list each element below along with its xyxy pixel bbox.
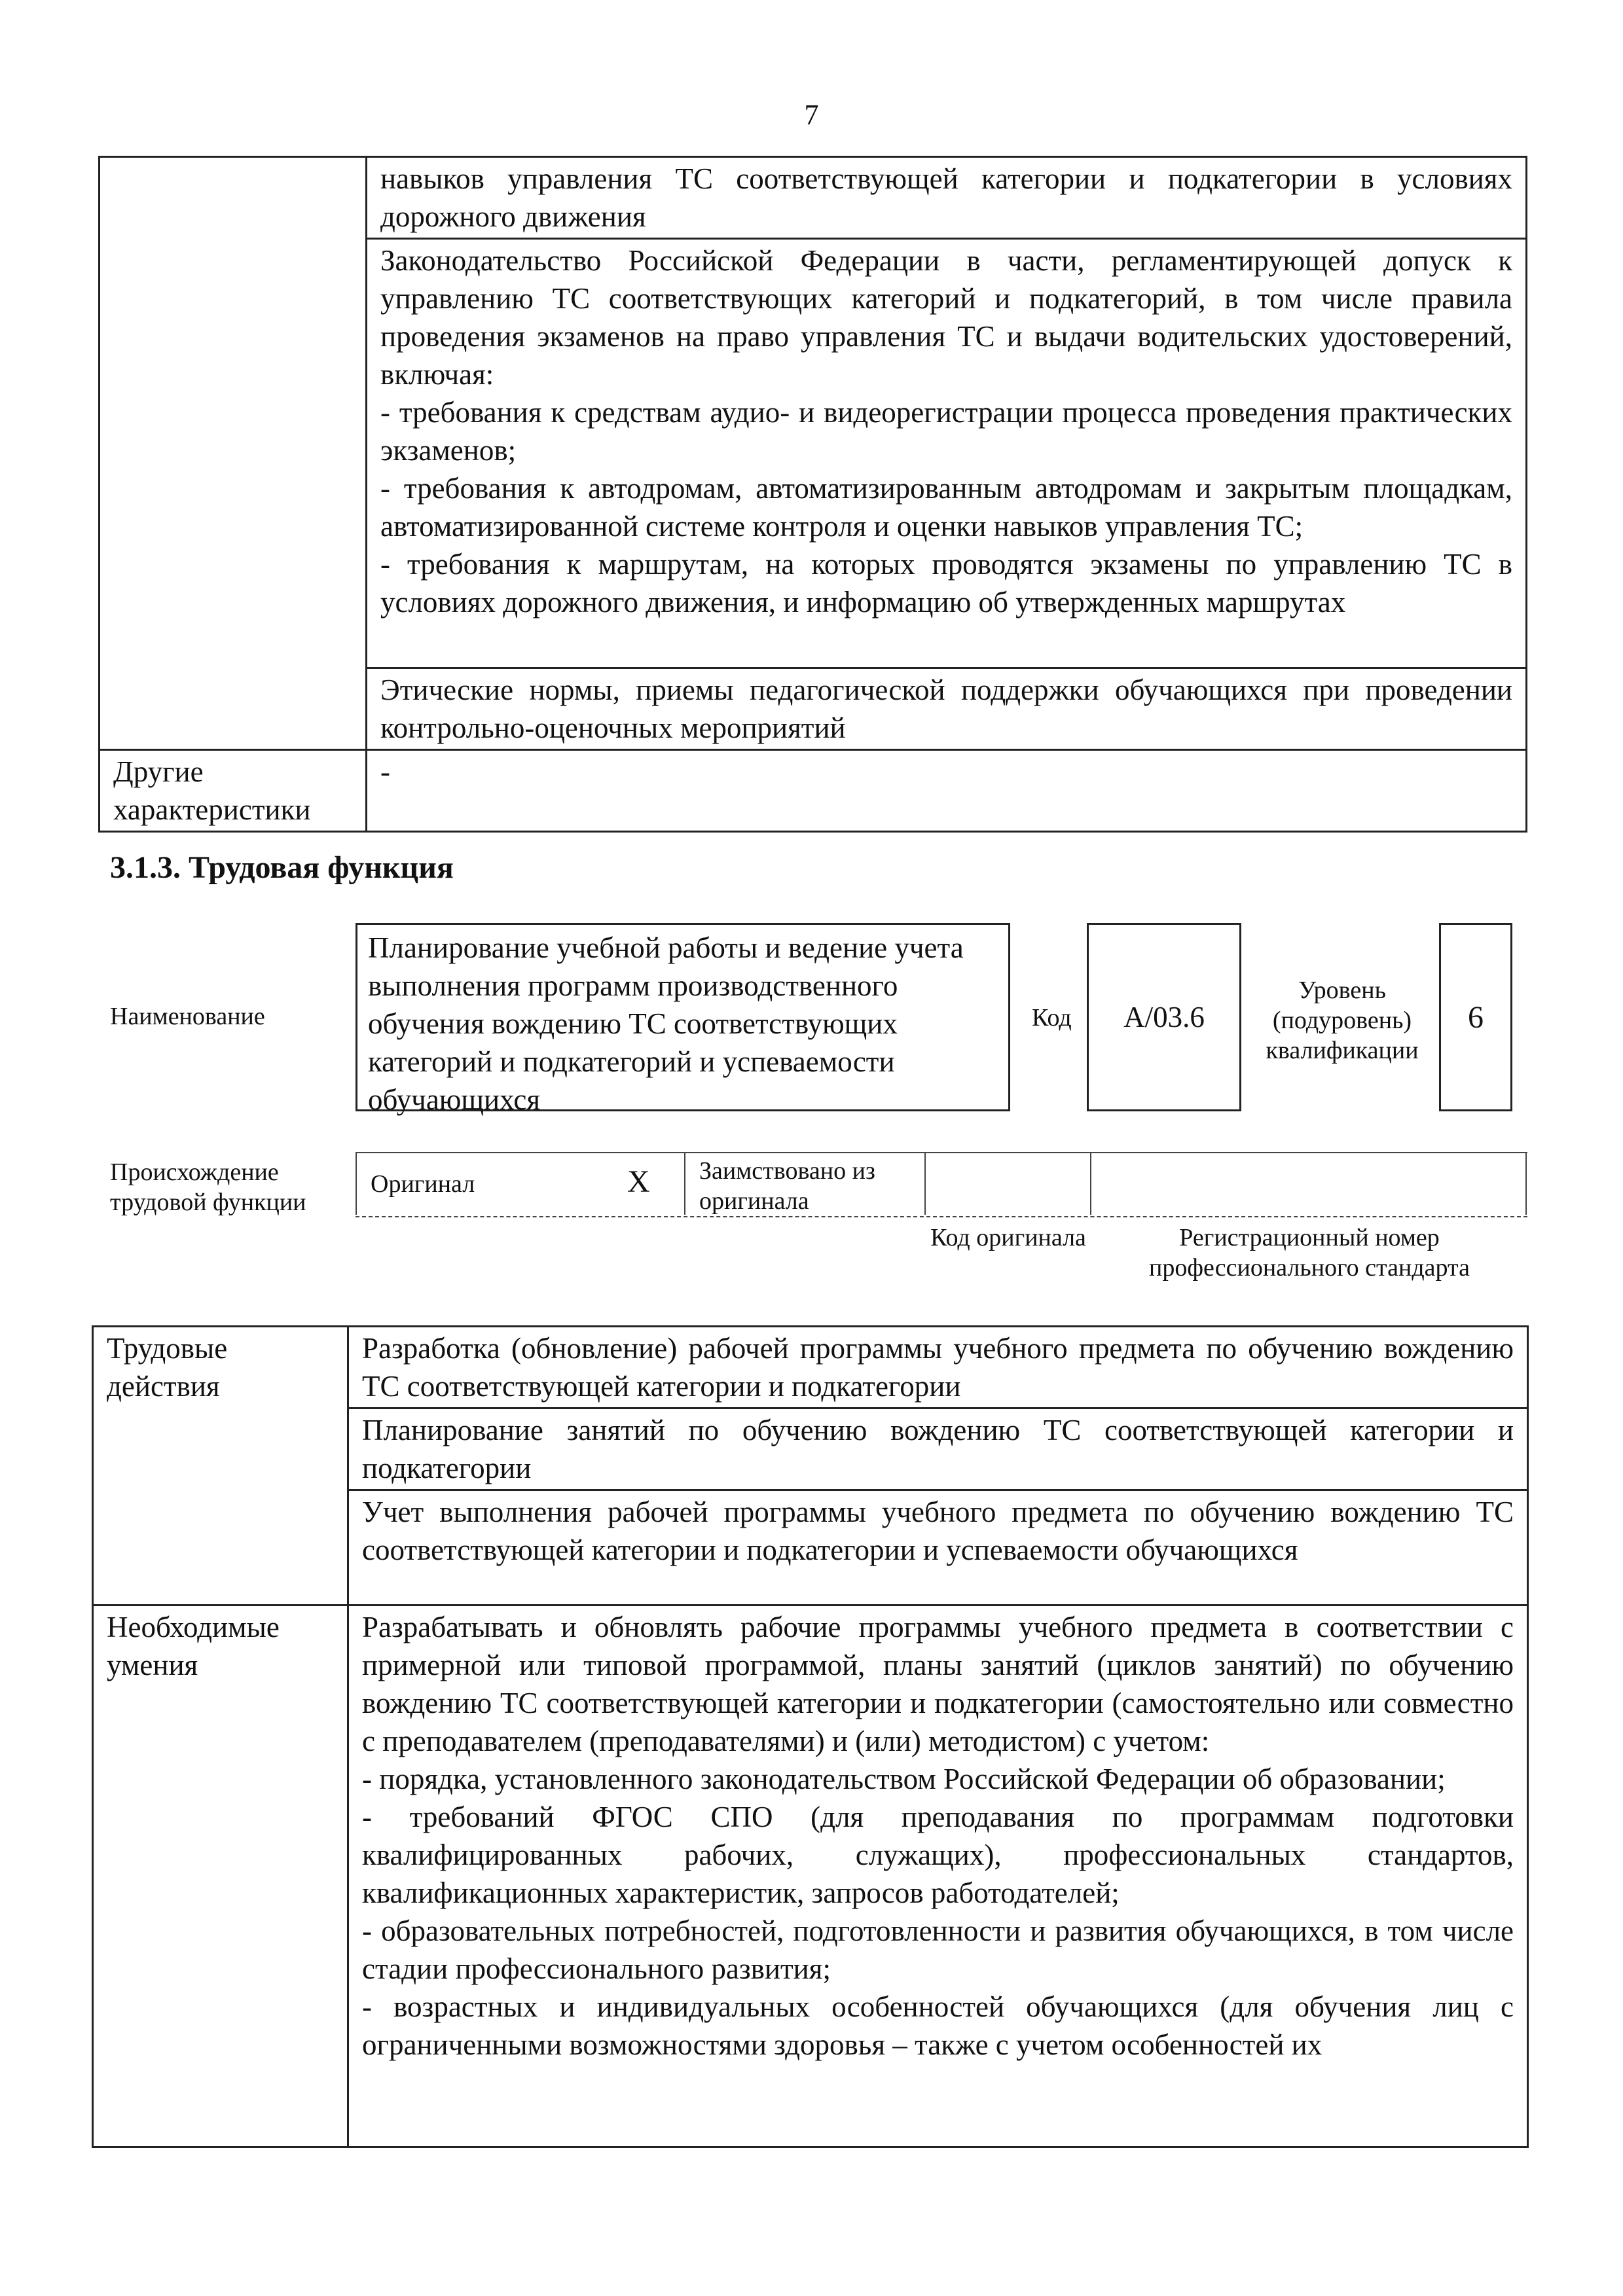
divider — [924, 1152, 926, 1215]
section-heading: 3.1.3. Трудовая функция — [110, 850, 454, 885]
code-label: Код — [1032, 1004, 1072, 1031]
original-mark: X — [627, 1164, 650, 1199]
origin-label: Происхождение трудовой функции — [110, 1158, 306, 1216]
name-label: Наименование — [110, 1003, 265, 1030]
action-row: Разработка (обновление) рабочей программы учебного предмета по обучению вождению ТС соответствующей категории и подкатегории — [348, 1327, 1528, 1408]
knowledge-row: Законодательство Российской Федерации в части, регламентирующей допуск к управлению ТС соответствующих категорий и подкатегорий, в том числе правила проведения экзаменов на право управления ТС и выдачи водительских удостоверений, включая: - требования к средствам аудио- и видеорегистрации процесса проведения практических экзаменов; - требования к автодромам, автоматизированным автодромам и закрытым площадкам, автоматизированной системе контроля и оценки навыков управления ТС; - требования к маршрутам, на которых проводятся экзамены по управлению ТС в условиях дорожного движения, и информацию об утвержденных маршрутах — [367, 239, 1527, 668]
knowledge-row: навыков управления ТС соответствующей категории и подкатегории в условиях дорожного движения — [367, 157, 1527, 239]
page-number: 7 — [804, 99, 819, 131]
function-name-box: Планирование учебной работы и ведение учета выполнения программ производственного обучения вождению ТС соответствующих категорий и подкатегорий и успеваемости обучающихся — [356, 923, 1010, 1111]
reg-number-caption: Регистрационный номер профессионального стандарта — [1149, 1224, 1470, 1282]
action-row: Учет выполнения рабочей программы учебного предмета по обучению вождению ТС соответствующей категории и подкатегории и успеваемости обучающихся — [348, 1490, 1528, 1605]
divider — [1090, 1152, 1091, 1215]
actions-label: Трудовые действия — [93, 1327, 348, 1605]
level-label: Уровень (подуровень) квалификации — [1266, 977, 1419, 1064]
divider — [1525, 1152, 1527, 1215]
original-label: Оригинал — [371, 1170, 475, 1198]
knowledge-row: Этические нормы, приемы педагогической поддержки обучающихся при проведении контрольно-оценочных мероприятий — [367, 668, 1527, 750]
level-box: 6 — [1439, 923, 1512, 1111]
function-details-table — [92, 1325, 1529, 2148]
origin-row — [356, 1152, 1527, 1217]
other-characteristics-label: Другие характеристики — [100, 750, 367, 832]
other-characteristics-value: - — [367, 750, 1527, 832]
divider — [684, 1152, 685, 1215]
function-code-box: А/03.6 — [1087, 923, 1241, 1111]
skills-value: Разрабатывать и обновлять рабочие программы учебного предмета в соответствии с примерной или типовой программой, планы занятий (циклов занятий) по обучению вождению ТС соответствующей категории и подкатегории (самостоятельно или совместно с преподавателем (преподавателями) и (или) методистом) с учетом: - порядка, установленного законодательством Российской Федерации об образовании; - требований ФГОС СПО (для преподавания по программам подготовки квалифицированных рабочих, служащих), профессиональных стандартов, квалификационных характеристик, запросов работодателей; - образовательных потребностей, подготовленности и развития обучающихся, в том числе стадии профессионального развития; - возрастных и индивидуальных особенностей обучающихся (для обучения лиц с ограниченными возможностями здоровья – также с учетом особенностей их — [348, 1605, 1528, 2147]
code-original-caption: Код оригинала — [930, 1224, 1086, 1251]
borrowed-label: Заимствовано из оригинала — [699, 1157, 875, 1215]
skills-label: Необходимые умения — [93, 1605, 348, 2147]
knowledge-label-cell — [100, 157, 367, 750]
action-row: Планирование занятий по обучению вождению ТС соответствующей категории и подкатегории — [348, 1408, 1528, 1490]
divider — [356, 1152, 357, 1215]
knowledge-table — [98, 156, 1527, 833]
